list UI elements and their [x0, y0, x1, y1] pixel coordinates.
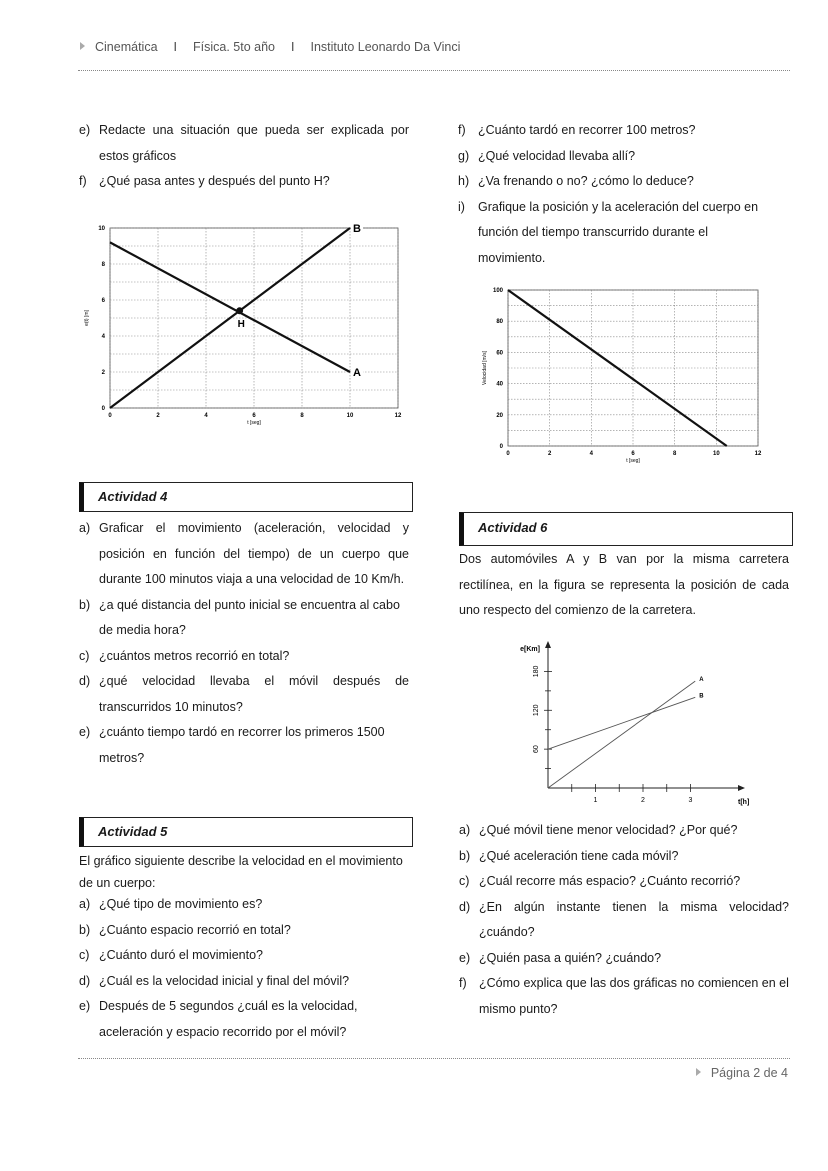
list-item-cont: mismo punto?	[479, 1001, 558, 1016]
x-tick-label: 3	[688, 797, 693, 804]
series-label: B	[699, 693, 704, 700]
y-tick-label: 120	[533, 704, 540, 717]
list-item: c) ¿cuántos metros recorrió en total?	[79, 648, 290, 663]
series-label: A	[699, 677, 704, 684]
list-item: b) ¿Qué aceleración tiene cada móvil?	[459, 848, 679, 863]
x-tick-label: 6	[252, 413, 256, 419]
x-tick-label: 2	[641, 797, 645, 804]
triangle-bullet-icon	[80, 42, 85, 50]
header-separator: I	[173, 40, 178, 54]
series-line	[548, 697, 695, 749]
activity-6-title: Actividad 6	[459, 512, 793, 546]
list-item: b) ¿a qué distancia del punto inicial se encuentra al cabo	[79, 597, 400, 612]
y-tick-label: 0	[101, 406, 105, 412]
x-tick-label: 6	[631, 451, 635, 457]
activity-4-questions	[79, 516, 409, 771]
list-item-cont: aceleración y espacio recorrido por el móvil?	[99, 1024, 347, 1039]
y-tick-label: 60	[533, 745, 540, 754]
triangle-bullet-icon	[696, 1068, 701, 1076]
list-item: d) ¿En algún instante tienen la misma velocidad?	[459, 899, 789, 914]
y-tick-label: 0	[499, 444, 503, 450]
y-tick-label: 100	[492, 288, 503, 294]
paragraph-line: Dos automóviles A y B van por la misma carretera	[459, 552, 789, 566]
y-axis-label: e(t) [m]	[84, 310, 90, 326]
paragraph-line: El gráfico siguiente describe la velocidad en el movimiento	[79, 854, 403, 868]
x-axis-label: t [seg]	[247, 420, 261, 426]
x-tick-label: 2	[156, 413, 160, 419]
y-axis-arrow-icon	[545, 641, 551, 648]
header-separator: I	[291, 40, 295, 54]
list-item-cont: de media hora?	[99, 623, 186, 637]
header-school: Instituto Leonardo Da Vinci	[310, 40, 461, 54]
x-tick-label: 8	[672, 451, 677, 457]
left-top-questions	[79, 118, 409, 195]
activity-5-title: Actividad 5	[79, 817, 413, 847]
y-tick-label: 6	[101, 298, 105, 304]
x-tick-label: 4	[589, 451, 594, 457]
list-item-cont: posición en función del tiempo) de un cuerpo que	[99, 546, 409, 561]
series-line	[110, 242, 350, 372]
list-item: d) ¿Cuál es la velocidad inicial y final del móvil?	[79, 973, 350, 988]
y-tick-label: 10	[98, 226, 105, 232]
series-line	[548, 681, 695, 788]
velocity-time-chart	[478, 282, 768, 467]
y-tick-label: 4	[101, 334, 105, 340]
x-tick-label: 4	[204, 413, 208, 419]
list-item: e) Después de 5 segundos ¿cuál es la velocidad,	[79, 999, 358, 1013]
x-axis-label: t[h]	[738, 799, 750, 806]
y-tick-label: 2	[101, 370, 105, 376]
paragraph-line: rectilínea, en la figura se representa la posición de cada	[459, 577, 789, 592]
list-item-cont: estos gráficos	[99, 148, 177, 163]
x-tick-label: 2	[547, 451, 552, 457]
y-tick-label: 60	[496, 350, 503, 357]
list-item-cont: transcurridos 10 minutos?	[99, 699, 243, 714]
x-tick-label: 0	[108, 413, 112, 419]
x-tick-label: 8	[300, 413, 304, 419]
x-axis-arrow-icon	[738, 785, 745, 791]
paragraph-line: de un cuerpo:	[79, 876, 156, 890]
x-tick-label: 0	[506, 451, 510, 457]
list-item: a) ¿Qué tipo de movimiento es?	[79, 897, 263, 911]
y-axis-label: Velocidad [m/s]	[482, 351, 488, 385]
point-label: H	[237, 318, 245, 330]
page-header	[80, 40, 460, 54]
header-section: Cinemática	[95, 40, 158, 54]
activity-6-intro	[459, 547, 789, 624]
y-tick-label: 8	[101, 262, 105, 268]
paragraph-line: uno respecto del comienzo de la carretera.	[459, 603, 696, 617]
y-tick-label: 80	[496, 319, 503, 326]
list-item: g) ¿Qué velocidad llevaba allí?	[458, 148, 636, 163]
list-item: i) Grafique la posición y la aceleración del cuerpo en	[458, 199, 759, 214]
header-rule	[78, 70, 790, 71]
activity-5-questions	[79, 892, 414, 1045]
list-item: a) ¿Qué móvil tiene menor velocidad? ¿Por qué?	[459, 823, 738, 837]
right-top-questions	[458, 118, 790, 271]
list-item: f) ¿Qué pasa antes y después del punto H?	[79, 174, 330, 188]
page-footer	[696, 1066, 788, 1080]
y-axis-label: e[Km]	[520, 646, 540, 653]
list-item: h) ¿Va frenando o no? ¿cómo lo deduce?	[458, 174, 694, 188]
footer-rule	[78, 1058, 790, 1059]
intersection-point	[236, 307, 243, 314]
list-item: a) Graficar el movimiento (aceleración, velocidad y	[79, 521, 409, 535]
x-tick-label: 10	[712, 451, 720, 457]
x-tick-label: 10	[346, 413, 354, 419]
activity-5-intro	[79, 850, 414, 894]
list-item-cont: durante 100 minutos viaja a una velocidad de 10 Km/h.	[99, 572, 405, 586]
position-time-chart	[80, 208, 410, 433]
list-item-cont: movimiento.	[478, 250, 546, 265]
list-item: d) ¿qué velocidad llevaba el móvil después de	[79, 674, 409, 688]
list-item: c) ¿Cuál recorre más espacio? ¿Cuánto recorrió?	[459, 874, 741, 888]
y-tick-label: 180	[533, 665, 540, 678]
x-tick-label: 1	[593, 797, 598, 804]
list-item: f) ¿Cómo explica que las dos gráficas no comiencen en el	[459, 976, 789, 990]
list-item: b) ¿Cuánto espacio recorrió en total?	[79, 922, 291, 937]
page-number: Página 2 de 4	[710, 1066, 788, 1080]
list-item: e) Redacte una situación que pueda ser explicada por	[79, 123, 409, 137]
y-tick-label: 40	[496, 381, 503, 388]
list-item: e) ¿Quién pasa a quién? ¿cuándo?	[459, 950, 662, 965]
activity-4-title: Actividad 4	[79, 482, 413, 512]
series-label: B	[353, 223, 361, 235]
list-item-cont: función del tiempo transcurrido durante el	[478, 225, 708, 239]
y-tick-label: 20	[496, 412, 503, 419]
x-axis-label: t [seg]	[626, 458, 640, 464]
series-line	[508, 290, 727, 446]
x-tick-label: 12	[754, 451, 762, 457]
list-item-cont: ¿cuándo?	[479, 925, 535, 939]
two-cars-position-chart	[500, 636, 750, 806]
list-item: e) ¿cuánto tiempo tardó en recorrer los primeros 1500	[79, 725, 385, 739]
list-item: c) ¿Cuánto duró el movimiento?	[79, 948, 263, 962]
x-tick-label: 12	[394, 413, 402, 419]
series-label: A	[353, 367, 361, 379]
list-item: f) ¿Cuánto tardó en recorrer 100 metros?	[458, 123, 696, 137]
list-item-cont: metros?	[99, 750, 145, 765]
header-course: Física. 5to año	[193, 40, 276, 54]
activity-6-questions	[459, 818, 789, 1022]
